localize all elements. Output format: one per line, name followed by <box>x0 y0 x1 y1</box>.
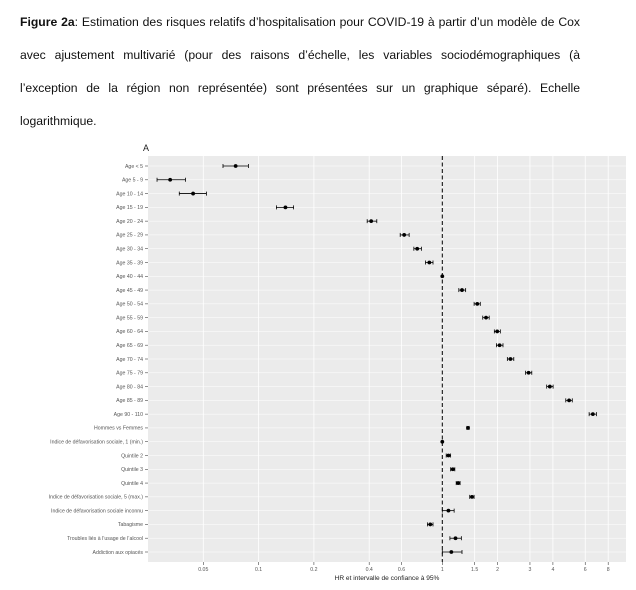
hr-point <box>460 288 464 292</box>
x-tick-label: 1 <box>440 567 444 573</box>
hr-point <box>440 274 444 278</box>
x-tick-label: 0.1 <box>254 567 263 573</box>
hr-point <box>484 316 488 320</box>
x-axis-ticks <box>198 562 610 573</box>
y-tick-label: Indice de défavorisation sociale, 1 (min.) <box>50 439 143 446</box>
y-tick-label: Indice de défavorisation sociale inconnu <box>51 508 143 515</box>
figure-caption-text: : Estimation des risques relatifs d’hospitalisation pour COVID-19 à partir d’un modèle de Cox avec ajustement multivarié (pour des raisons d’échelle, les variables sociodémographiques (à l’exception de la région non représentée) sont présentées sur un graphique séparé). Echelle logarithmique. <box>20 15 580 128</box>
x-tick-label: 0.4 <box>365 567 373 573</box>
y-tick-label: Age 60 - 64 <box>116 329 143 336</box>
y-tick-label: Indice de défavorisation sociale, 5 (max.) <box>48 494 143 501</box>
y-tick-label: Age < 5 <box>124 163 143 170</box>
hr-point <box>451 467 455 471</box>
y-tick-label: Age 30 - 34 <box>116 246 143 253</box>
x-tick-label: 8 <box>606 567 610 573</box>
hr-point <box>454 536 458 540</box>
y-tick-label: Age 90 - 110 <box>113 411 143 418</box>
hr-point <box>591 412 595 416</box>
hr-point <box>284 205 288 209</box>
hr-point <box>440 440 444 444</box>
y-tick-label: Age 35 - 39 <box>116 260 143 267</box>
hr-point <box>527 371 531 375</box>
x-tick-label: 3 <box>528 567 532 573</box>
y-tick-label: Quintile 3 <box>121 467 143 474</box>
y-tick-label: Age 65 - 69 <box>116 343 143 350</box>
y-tick-label: Quintile 4 <box>121 480 143 487</box>
y-axis-labels <box>49 164 148 556</box>
hr-point <box>509 357 513 361</box>
y-tick-label: Tabagisme <box>117 522 143 529</box>
x-tick-label: 6 <box>583 567 587 573</box>
figure-label: Figure 2a <box>20 15 75 29</box>
y-tick-label: Age 70 - 74 <box>116 356 143 363</box>
hr-point <box>415 247 419 251</box>
y-tick-label: Age 25 - 29 <box>116 232 143 239</box>
hr-point <box>456 481 460 485</box>
x-tick-label: 4 <box>551 567 555 573</box>
x-axis-label: HR et intervalle de confiance à 95% <box>334 575 440 582</box>
y-tick-label: Age 20 - 24 <box>116 218 143 225</box>
y-tick-label: Age 75 - 79 <box>116 370 143 377</box>
hr-point <box>495 330 499 334</box>
y-tick-label: Troubles liés à l’usage de l’alcool <box>67 536 143 543</box>
y-tick-label: Hommes vs Femmes <box>94 425 143 432</box>
hr-point <box>548 385 552 389</box>
hr-point <box>428 523 432 527</box>
y-tick-label: Age 55 - 59 <box>116 315 143 322</box>
hr-point <box>449 550 453 554</box>
hr-point <box>475 302 479 306</box>
hr-point <box>234 164 238 168</box>
hr-point <box>369 219 373 223</box>
panel-letter: A <box>143 143 150 153</box>
hr-point <box>168 178 172 182</box>
hr-point <box>567 398 571 402</box>
hr-point <box>447 454 451 458</box>
y-tick-label: Age 80 - 84 <box>116 384 143 391</box>
x-tick-label: 0.6 <box>397 567 406 573</box>
hr-point <box>466 426 470 430</box>
y-tick-label: Age 15 - 19 <box>116 205 143 212</box>
y-tick-label: Age 85 - 89 <box>116 398 143 405</box>
hr-point <box>427 261 431 265</box>
y-tick-label: Addiction aux opiacés <box>92 549 143 556</box>
hr-point <box>191 192 195 196</box>
hr-point <box>402 233 406 237</box>
y-tick-label: Age 45 - 49 <box>116 287 143 294</box>
hr-point <box>498 343 502 347</box>
x-tick-label: 2 <box>496 567 500 573</box>
hr-point <box>447 509 451 513</box>
y-tick-label: Age 50 - 54 <box>116 301 143 308</box>
y-tick-label: Age 5 - 9 <box>121 177 143 184</box>
y-tick-label: Age 10 - 14 <box>116 191 143 198</box>
y-tick-label: Age 40 - 44 <box>116 274 143 281</box>
x-tick-label: 1.5 <box>471 567 479 573</box>
y-tick-label: Quintile 2 <box>121 453 143 460</box>
x-tick-label: 0.05 <box>198 567 209 573</box>
x-tick-label: 0.2 <box>310 567 318 573</box>
hr-point <box>470 495 474 499</box>
